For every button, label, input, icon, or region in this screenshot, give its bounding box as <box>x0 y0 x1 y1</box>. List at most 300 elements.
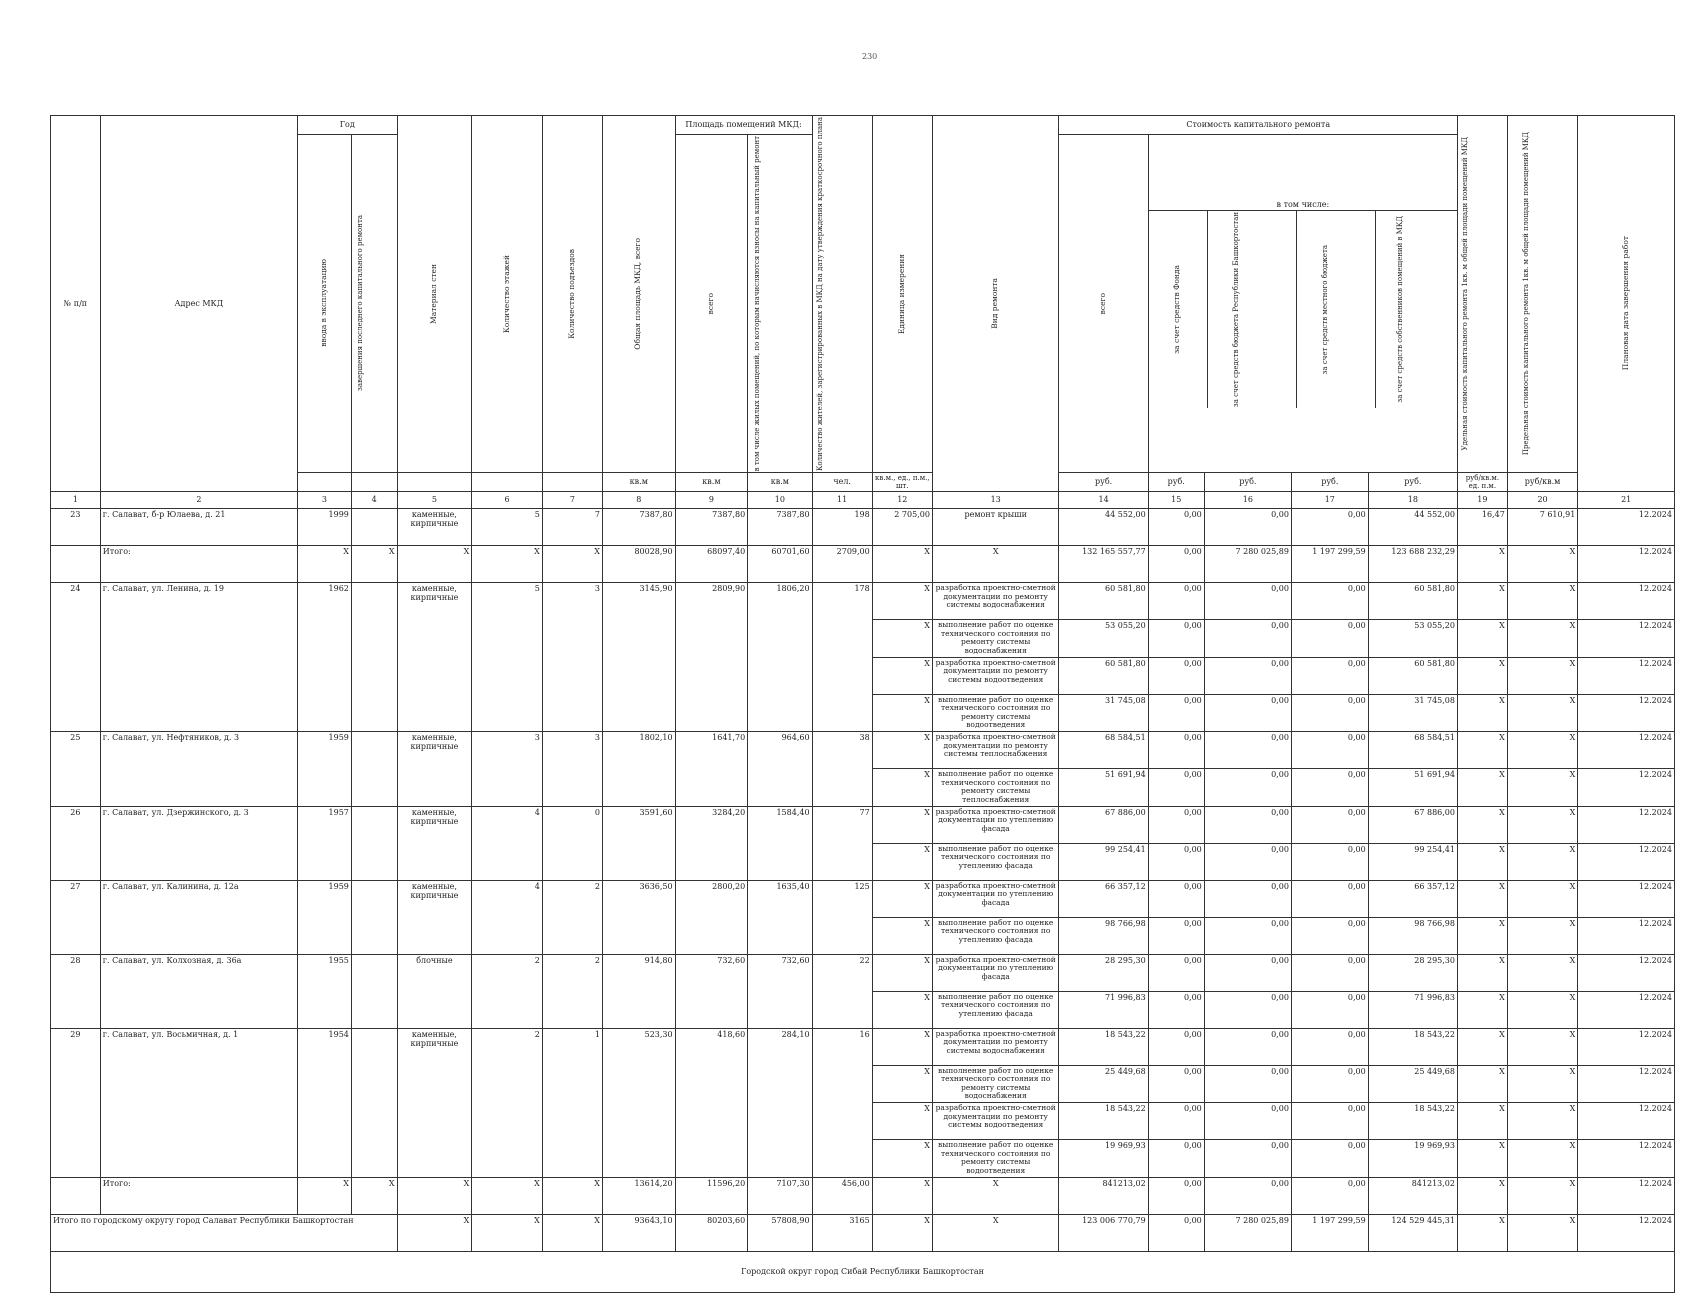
total-cost-fund: 0,00 <box>1148 1214 1204 1251</box>
header-area-living: в том числе жилых помещений, по которым начисляются взносы на капитальный ремонт <box>748 134 812 472</box>
subtotal-cost-total: 841213,02 <box>1059 1177 1148 1214</box>
row-cost-rb: 0,00 <box>1204 732 1291 769</box>
row-unit-cost: X <box>1457 694 1507 732</box>
col-num: 1 <box>51 492 101 509</box>
row-material: каменные, кирпичные <box>397 509 472 546</box>
row-address: г. Салават, ул. Ленина, д. 19 <box>100 583 297 732</box>
row-unit-cost: X <box>1457 917 1507 954</box>
col-num: 8 <box>602 492 675 509</box>
subtotal-area-living: 60701,60 <box>748 546 812 583</box>
header-total-area: Общая площадь МКД, всего <box>602 116 675 473</box>
unit-7 <box>542 472 602 491</box>
subtotal-area-all: 68097,40 <box>675 546 748 583</box>
row-cost-owners: 18 543,22 <box>1368 1103 1457 1140</box>
col-num: 21 <box>1578 492 1675 509</box>
total-x: X <box>1457 1214 1507 1251</box>
row-unit: X <box>872 694 932 732</box>
col-num: 14 <box>1059 492 1148 509</box>
row-unit-cost: X <box>1457 583 1507 620</box>
col-num: 16 <box>1204 492 1291 509</box>
total-cost-rb: 7 280 025,89 <box>1204 1214 1291 1251</box>
row-cost-local: 0,00 <box>1291 1140 1368 1178</box>
row-unit: X <box>872 991 932 1028</box>
row-residents: 22 <box>812 954 872 1028</box>
unit-10: кв.м <box>748 472 812 491</box>
subtotal-blank <box>51 546 101 583</box>
unit-17: руб. <box>1291 472 1368 491</box>
subtotal-x: X <box>297 1177 351 1214</box>
col-num: 18 <box>1368 492 1457 509</box>
row-residents: 178 <box>812 583 872 732</box>
row-address: г. Салават, ул. Колхозная, д. 36а <box>100 954 297 1028</box>
row-repair-type: разработка проектно-сметной документации по утеплению фасада <box>932 880 1059 917</box>
total-label: Итого по городскому округу город Салават Республики Башкортостан <box>51 1214 398 1251</box>
row-date: 12.2024 <box>1578 1140 1675 1178</box>
row-repair-type: выполнение работ по оценке технического состояния по утеплению фасада <box>932 843 1059 880</box>
row-entrances: 3 <box>542 732 602 807</box>
row-limit-cost: X <box>1507 843 1578 880</box>
row-cost-total: 18 543,22 <box>1059 1028 1148 1065</box>
row-cost-local: 0,00 <box>1291 694 1368 732</box>
row-cost-total: 68 584,51 <box>1059 732 1148 769</box>
header-area-group: Площадь помещений МКД: <box>675 116 812 135</box>
header-cost-group: Стоимость капитального ремонта <box>1059 116 1458 135</box>
row-cost-rb: 0,00 <box>1204 880 1291 917</box>
subtotal-x: X <box>1507 546 1578 583</box>
row-year-repair <box>351 583 397 732</box>
row-cost-total: 99 254,41 <box>1059 843 1148 880</box>
row-area-total: 7387,80 <box>602 509 675 546</box>
col-num: 15 <box>1148 492 1204 509</box>
row-cost-fund: 0,00 <box>1148 620 1204 658</box>
unit-4 <box>351 472 397 491</box>
capital-repair-table <box>50 115 1675 1293</box>
row-address: г. Салават, ул. Дзержинского, д. 3 <box>100 806 297 880</box>
unit-12: кв.м., ед., п.м., шт. <box>872 472 932 491</box>
row-material: каменные, кирпичные <box>397 1028 472 1177</box>
row-cost-local: 0,00 <box>1291 917 1368 954</box>
row-unit-cost: X <box>1457 991 1507 1028</box>
row-date: 12.2024 <box>1578 917 1675 954</box>
header-incl-group: в том числе: за счет средств Фонда за счет средств бюджета Республики Башкортостан за счет средств местного бюджета за счет средств собственников помещений в МКД <box>1148 134 1457 472</box>
row-repair-type: ремонт крыши <box>932 509 1059 546</box>
row-area-total: 1802,10 <box>602 732 675 807</box>
subtotal-x: X <box>351 1177 397 1214</box>
row-unit-cost: X <box>1457 1103 1507 1140</box>
row-cost-total: 60 581,80 <box>1059 583 1148 620</box>
row-cost-owners: 31 745,08 <box>1368 694 1457 732</box>
row-cost-local: 0,00 <box>1291 657 1368 694</box>
row-number: 23 <box>51 509 101 546</box>
row-entrances: 2 <box>542 880 602 954</box>
row-residents: 38 <box>812 732 872 807</box>
row-cost-owners: 53 055,20 <box>1368 620 1457 658</box>
subtotal-x: X <box>1457 1177 1507 1214</box>
row-date: 12.2024 <box>1578 880 1675 917</box>
unit-8: кв.м <box>602 472 675 491</box>
row-cost-rb: 0,00 <box>1204 620 1291 658</box>
header-year-built: ввода в эксплуатацию <box>297 134 351 472</box>
row-date: 12.2024 <box>1578 843 1675 880</box>
row-repair-type: разработка проектно-сметной документации по утеплению фасада <box>932 806 1059 843</box>
header-floors: Количество этажей <box>472 116 543 473</box>
row-year-repair <box>351 954 397 1028</box>
row-limit-cost: X <box>1507 694 1578 732</box>
subtotal-area-total: 13614,20 <box>602 1177 675 1214</box>
unit-5 <box>397 472 472 491</box>
col-num: 4 <box>351 492 397 509</box>
row-unit-cost: X <box>1457 732 1507 769</box>
row-cost-owners: 28 295,30 <box>1368 954 1457 991</box>
header-completion-date: Плановая дата завершения работ <box>1578 116 1675 492</box>
row-unit: 2 705,00 <box>872 509 932 546</box>
row-limit-cost: X <box>1507 1140 1578 1178</box>
row-cost-local: 0,00 <box>1291 1065 1368 1103</box>
row-area-all: 732,60 <box>675 954 748 1028</box>
row-cost-fund: 0,00 <box>1148 880 1204 917</box>
row-cost-rb: 0,00 <box>1204 991 1291 1028</box>
row-residents: 16 <box>812 1028 872 1177</box>
row-cost-rb: 0,00 <box>1204 1028 1291 1065</box>
row-year-repair <box>351 880 397 954</box>
row-year-repair <box>351 806 397 880</box>
row-cost-rb: 0,00 <box>1204 509 1291 546</box>
row-limit-cost: X <box>1507 917 1578 954</box>
row-unit-cost: X <box>1457 806 1507 843</box>
row-address: г. Салават, ул. Восьмичная, д. 1 <box>100 1028 297 1177</box>
row-unit: X <box>872 620 932 658</box>
total-date: 12.2024 <box>1578 1214 1675 1251</box>
row-cost-local: 0,00 <box>1291 583 1368 620</box>
total-area-living: 57808,90 <box>748 1214 812 1251</box>
col-num: 20 <box>1507 492 1578 509</box>
row-area-living: 1635,40 <box>748 880 812 954</box>
total-repair-x: X <box>932 1214 1059 1251</box>
subtotal-x: X <box>351 546 397 583</box>
header-owners: за счет средств собственников помещений в МКД <box>1396 216 1405 403</box>
col-num: 3 <box>297 492 351 509</box>
row-cost-fund: 0,00 <box>1148 583 1204 620</box>
total-cost-owners: 124 529 445,31 <box>1368 1214 1457 1251</box>
subtotal-x: X <box>1457 546 1507 583</box>
row-limit-cost: X <box>1507 732 1578 769</box>
table-row <box>51 509 1675 546</box>
row-cost-local: 0,00 <box>1291 509 1368 546</box>
row-cost-total: 19 969,93 <box>1059 1140 1148 1178</box>
table-row <box>51 1028 1675 1065</box>
row-date: 12.2024 <box>1578 694 1675 732</box>
subtotal-x: X <box>872 1177 932 1214</box>
row-year-built: 1959 <box>297 732 351 807</box>
total-x: X <box>1507 1214 1578 1251</box>
row-limit-cost: X <box>1507 583 1578 620</box>
total-residents: 3165 <box>812 1214 872 1251</box>
header-year-last-repair: завершения последнего капитального ремонта <box>351 134 397 472</box>
row-cost-total: 28 295,30 <box>1059 954 1148 991</box>
row-address: г. Салават, ул. Нефтяников, д. 3 <box>100 732 297 807</box>
subtotal-cost-total: 132 165 557,77 <box>1059 546 1148 583</box>
header-wall-material: Материал стен <box>397 116 472 473</box>
row-cost-local: 0,00 <box>1291 880 1368 917</box>
total-cost-total: 123 006 770,79 <box>1059 1214 1148 1251</box>
page-number: 230 <box>862 52 878 61</box>
column-number-row <box>51 492 1675 509</box>
subtotal-date: 12.2024 <box>1578 546 1675 583</box>
row-unit-cost: X <box>1457 880 1507 917</box>
row-repair-type: разработка проектно-сметной документации по ремонту системы теплоснабжения <box>932 732 1059 769</box>
row-cost-fund: 0,00 <box>1148 991 1204 1028</box>
row-cost-owners: 18 543,22 <box>1368 1028 1457 1065</box>
unit-6 <box>472 472 543 491</box>
header-rb-budget: за счет средств бюджета Республики Башкортостан <box>1207 211 1296 408</box>
row-material: блочные <box>397 954 472 1028</box>
row-unit-cost: X <box>1457 954 1507 991</box>
row-date: 12.2024 <box>1578 1028 1675 1065</box>
row-area-all: 7387,80 <box>675 509 748 546</box>
row-area-all: 2809,90 <box>675 583 748 732</box>
subtotal-cost-fund: 0,00 <box>1148 1177 1204 1214</box>
row-cost-local: 0,00 <box>1291 1028 1368 1065</box>
row-cost-owners: 25 449,68 <box>1368 1065 1457 1103</box>
header-limit-cost: Предельная стоимость капитального ремонта 1кв. м общей площади помещений МКД <box>1507 116 1578 473</box>
row-date: 12.2024 <box>1578 620 1675 658</box>
subtotal-x: X <box>872 546 932 583</box>
row-cost-fund: 0,00 <box>1148 769 1204 807</box>
row-floors: 5 <box>472 583 543 732</box>
subtotal-repair-x: X <box>932 1177 1059 1214</box>
row-repair-type: разработка проектно-сметной документации по ремонту системы водоснабжения <box>932 583 1059 620</box>
subtotal-date: 12.2024 <box>1578 1177 1675 1214</box>
row-cost-total: 67 886,00 <box>1059 806 1148 843</box>
unit-9: кв.м <box>675 472 748 491</box>
row-unit-cost: 16,47 <box>1457 509 1507 546</box>
row-unit: X <box>872 657 932 694</box>
col-num: 13 <box>932 492 1059 509</box>
row-year-built: 1955 <box>297 954 351 1028</box>
row-unit-cost: X <box>1457 1065 1507 1103</box>
table-row <box>51 880 1675 917</box>
unit-14: руб. <box>1059 472 1148 491</box>
subtotal-area-living: 7107,30 <box>748 1177 812 1214</box>
row-residents: 77 <box>812 806 872 880</box>
total-x: X <box>872 1214 932 1251</box>
row-repair-type: выполнение работ по оценке технического состояния по ремонту системы водоснабжения <box>932 620 1059 658</box>
row-date: 12.2024 <box>1578 583 1675 620</box>
header-entrances: Количество подъездов <box>542 116 602 473</box>
row-material: каменные, кирпичные <box>397 732 472 807</box>
table-row <box>51 732 1675 769</box>
row-cost-owners: 44 552,00 <box>1368 509 1457 546</box>
subtotal-x: X <box>1507 1177 1578 1214</box>
row-cost-owners: 68 584,51 <box>1368 732 1457 769</box>
row-cost-local: 0,00 <box>1291 806 1368 843</box>
header-number: № п/п <box>51 116 101 492</box>
row-cost-owners: 99 254,41 <box>1368 843 1457 880</box>
row-unit: X <box>872 1028 932 1065</box>
unit-18: руб. <box>1368 472 1457 491</box>
row-date: 12.2024 <box>1578 657 1675 694</box>
row-number: 24 <box>51 583 101 732</box>
row-unit: X <box>872 843 932 880</box>
total-area-total: 93643,10 <box>602 1214 675 1251</box>
row-repair-type: разработка проектно-сметной документации по ремонту системы водоотведения <box>932 657 1059 694</box>
subtotal-x: X <box>472 546 543 583</box>
row-area-all: 3284,20 <box>675 806 748 880</box>
row-cost-total: 44 552,00 <box>1059 509 1148 546</box>
total-x: X <box>542 1214 602 1251</box>
row-area-living: 1584,40 <box>748 806 812 880</box>
subtotal-cost-fund: 0,00 <box>1148 546 1204 583</box>
row-cost-total: 66 357,12 <box>1059 880 1148 917</box>
row-cost-total: 31 745,08 <box>1059 694 1148 732</box>
row-cost-rb: 0,00 <box>1204 954 1291 991</box>
row-area-living: 284,10 <box>748 1028 812 1177</box>
row-cost-fund: 0,00 <box>1148 509 1204 546</box>
subtotal-x: X <box>397 546 472 583</box>
row-entrances: 2 <box>542 954 602 1028</box>
header-repair-type: Вид ремонта <box>932 116 1059 492</box>
table-row <box>51 583 1675 620</box>
col-num: 6 <box>472 492 543 509</box>
row-unit: X <box>872 769 932 807</box>
row-cost-total: 51 691,94 <box>1059 769 1148 807</box>
row-unit: X <box>872 1140 932 1178</box>
total-row <box>51 1214 1675 1251</box>
row-area-living: 964,60 <box>748 732 812 807</box>
subtotal-repair-x: X <box>932 546 1059 583</box>
row-year-repair <box>351 1028 397 1177</box>
unit-20: руб/кв.м <box>1507 472 1578 491</box>
row-floors: 2 <box>472 954 543 1028</box>
row-limit-cost: 7 610,91 <box>1507 509 1578 546</box>
row-unit: X <box>872 1065 932 1103</box>
row-cost-local: 0,00 <box>1291 1103 1368 1140</box>
subtotal-cost-rb: 0,00 <box>1204 1177 1291 1214</box>
col-num: 9 <box>675 492 748 509</box>
footer-row <box>51 1251 1675 1292</box>
row-repair-type: разработка проектно-сметной документации по ремонту системы водоснабжения <box>932 1028 1059 1065</box>
row-unit-cost: X <box>1457 1140 1507 1178</box>
row-floors: 5 <box>472 509 543 546</box>
row-area-all: 2800,20 <box>675 880 748 954</box>
row-cost-fund: 0,00 <box>1148 806 1204 843</box>
header-fund: за счет средств Фонда <box>1149 211 1208 408</box>
row-address: г. Салават, ул. Калинина, д. 12а <box>100 880 297 954</box>
row-area-total: 3591,60 <box>602 806 675 880</box>
header-local-budget: за счет средств местного бюджета <box>1296 211 1375 408</box>
row-year-built: 1957 <box>297 806 351 880</box>
row-cost-rb: 0,00 <box>1204 657 1291 694</box>
footer-municipality: Городской округ город Сибай Республики Башкортостан <box>51 1251 1675 1292</box>
row-cost-local: 0,00 <box>1291 769 1368 807</box>
row-date: 12.2024 <box>1578 732 1675 769</box>
unit-19: руб/кв.м. ед. п.м. <box>1457 472 1507 491</box>
subtotal-label: Итого: <box>100 546 297 583</box>
row-unit: X <box>872 732 932 769</box>
col-num: 17 <box>1291 492 1368 509</box>
row-number: 26 <box>51 806 101 880</box>
row-floors: 4 <box>472 880 543 954</box>
row-number: 27 <box>51 880 101 954</box>
row-repair-type: разработка проектно-сметной документации по утеплению фасада <box>932 954 1059 991</box>
row-unit-cost: X <box>1457 1028 1507 1065</box>
row-cost-rb: 0,00 <box>1204 917 1291 954</box>
row-cost-rb: 0,00 <box>1204 1103 1291 1140</box>
row-cost-rb: 0,00 <box>1204 806 1291 843</box>
row-date: 12.2024 <box>1578 1065 1675 1103</box>
row-number: 28 <box>51 954 101 1028</box>
row-cost-rb: 0,00 <box>1204 694 1291 732</box>
row-floors: 4 <box>472 806 543 880</box>
row-limit-cost: X <box>1507 620 1578 658</box>
subtotal-blank <box>51 1177 101 1214</box>
row-cost-total: 60 581,80 <box>1059 657 1148 694</box>
row-repair-type: разработка проектно-сметной документации по ремонту системы водоотведения <box>932 1103 1059 1140</box>
row-cost-total: 71 996,83 <box>1059 991 1148 1028</box>
row-material: каменные, кирпичные <box>397 583 472 732</box>
row-number: 29 <box>51 1028 101 1177</box>
total-area-all: 80203,60 <box>675 1214 748 1251</box>
row-cost-fund: 0,00 <box>1148 843 1204 880</box>
row-unit-cost: X <box>1457 769 1507 807</box>
row-cost-fund: 0,00 <box>1148 1140 1204 1178</box>
row-floors: 2 <box>472 1028 543 1177</box>
row-cost-owners: 67 886,00 <box>1368 806 1457 843</box>
row-area-living: 732,60 <box>748 954 812 1028</box>
row-cost-fund: 0,00 <box>1148 657 1204 694</box>
row-cost-local: 0,00 <box>1291 954 1368 991</box>
header-cost-total: всего <box>1059 134 1148 472</box>
row-cost-total: 53 055,20 <box>1059 620 1148 658</box>
row-area-all: 1641,70 <box>675 732 748 807</box>
row-cost-fund: 0,00 <box>1148 1065 1204 1103</box>
row-number: 25 <box>51 732 101 807</box>
row-material: каменные, кирпичные <box>397 806 472 880</box>
row-cost-owners: 60 581,80 <box>1368 657 1457 694</box>
row-year-built: 1962 <box>297 583 351 732</box>
row-date: 12.2024 <box>1578 991 1675 1028</box>
table-row <box>51 806 1675 843</box>
row-cost-rb: 0,00 <box>1204 583 1291 620</box>
col-num: 12 <box>872 492 932 509</box>
col-num: 10 <box>748 492 812 509</box>
subtotal-label: Итого: <box>100 1177 297 1214</box>
col-num: 5 <box>397 492 472 509</box>
row-cost-total: 25 449,68 <box>1059 1065 1148 1103</box>
row-unit: X <box>872 917 932 954</box>
subtotal-area-all: 11596,20 <box>675 1177 748 1214</box>
subtotal-area-total: 80028,90 <box>602 546 675 583</box>
row-cost-rb: 0,00 <box>1204 769 1291 807</box>
row-unit: X <box>872 954 932 991</box>
total-x: X <box>472 1214 543 1251</box>
row-cost-local: 0,00 <box>1291 843 1368 880</box>
row-date: 12.2024 <box>1578 954 1675 991</box>
total-cost-local: 1 197 299,59 <box>1291 1214 1368 1251</box>
row-area-all: 418,60 <box>675 1028 748 1177</box>
row-area-total: 914,80 <box>602 954 675 1028</box>
row-limit-cost: X <box>1507 880 1578 917</box>
row-cost-owners: 98 766,98 <box>1368 917 1457 954</box>
col-num: 2 <box>100 492 297 509</box>
row-unit: X <box>872 1103 932 1140</box>
unit-15: руб. <box>1148 472 1204 491</box>
row-cost-local: 0,00 <box>1291 620 1368 658</box>
row-cost-owners: 51 691,94 <box>1368 769 1457 807</box>
row-area-living: 7387,80 <box>748 509 812 546</box>
row-area-total: 523,30 <box>602 1028 675 1177</box>
subtotal-x: X <box>397 1177 472 1214</box>
